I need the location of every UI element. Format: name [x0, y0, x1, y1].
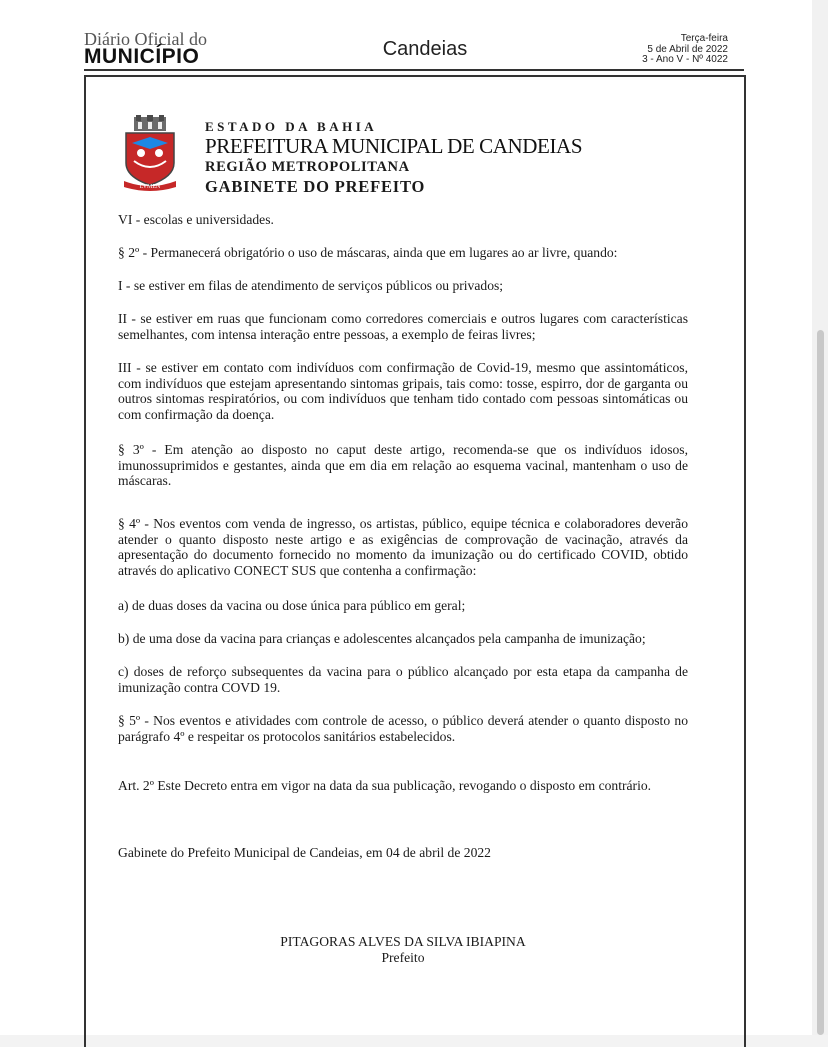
masthead-top-text: Diário Oficial do [84, 29, 207, 49]
header-rule [84, 69, 744, 71]
paragraph-section-2: § 2º - Permanecerá obrigatório o uso de máscaras, ainda que em lugares ao ar livre, quando: [118, 245, 618, 260]
header-date: 5 de Abril de 2022 [647, 43, 728, 55]
paragraph-item-c: c) doses de reforço subsequentes da vacina para o público alcançado por esta etapa da campanha de imunização contra COVD 19. [118, 664, 688, 695]
paragraph-closing: Gabinete do Prefeito Municipal de Candeias, em 04 de abril de 2022 [118, 845, 491, 860]
masthead-bottom-text: MUNICÍPIO [84, 45, 200, 68]
letterhead-state: ESTADO DA BAHIA [205, 119, 378, 134]
crest-motto: LVMEN [139, 184, 161, 190]
paragraph-section-5: § 5º - Nos eventos e atividades com controle de acesso, o público deverá atender o quanto disposto no parágrafo 4º e respeitar os protocolos sanitários estabelecidos. [118, 713, 688, 744]
paragraph-item-ii: II - se estiver em ruas que funcionam como corredores comerciais e outros lugares com características semelhantes, com intensa interação entre pessoas, a exemplo de feiras livres; [118, 311, 688, 342]
header-weekday: Terça-feira [680, 33, 728, 44]
paragraph-article-2: Art. 2º Este Decreto entra em vigor na data da sua publicação, revogando o disposto em contrário. [118, 778, 652, 793]
coat-of-arms-icon [120, 115, 180, 193]
letterhead-region: REGIÃO METROPOLITANA [205, 159, 410, 175]
letterhead-prefecture: PREFEITURA MUNICIPAL DE CANDEIAS [205, 134, 583, 158]
signature-title: Prefeito [381, 950, 425, 965]
paragraph-item-a: a) de duas doses da vacina ou dose única para público em geral; [118, 598, 466, 613]
letterhead-office: GABINETE DO PREFEITO [205, 177, 426, 196]
header-edition-info [642, 34, 728, 66]
paragraph-item-vi: VI - escolas e universidades. [118, 212, 274, 227]
masthead-logo [84, 29, 214, 69]
header-city: Candeias [382, 38, 468, 60]
header-edition-number: 3 - Ano V - Nº 4022 [642, 54, 728, 65]
paragraph-item-b: b) de uma dose da vacina para crianças e adolescentes alcançados pela campanha de imunização; [118, 631, 646, 646]
scrollbar-thumb[interactable] [817, 330, 824, 1035]
paragraph-section-4: § 4º - Nos eventos com venda de ingresso, os artistas, público, equipe técnica e colaboradores deverão atender o quanto disposto neste artigo e as exigências de comprovação de vacinação, através da apresentação do documento fornecido no momento da imunização ou do certificado COVID, obtido através do aplicativo CONECT SUS que contenha a confirmação: [118, 516, 688, 578]
paragraph-item-iii: III - se estiver em contato com indivíduos com confirmação de Covid-19, mesmo que assintomáticos, com indivíduos que estejam apresentando sintomas gripais, tais como: tosse, espirro, dor de garganta ou outros sintomas respiratórios, ou com indivíduos que tenham tido contado com pessoas sintomáticas ou com confirmação da doença. [118, 360, 688, 422]
signature-name: PITAGORAS ALVES DA SILVA IBIAPINA [280, 934, 526, 949]
paragraph-section-3: § 3º - Em atenção ao disposto no caput deste artigo, recomenda-se que os indivíduos idosos, imunossuprimidos e gestantes, ainda que em dia em relação ao esquema vacinal, mantenham o uso de máscaras. [118, 442, 688, 488]
paragraph-item-i: I - se estiver em filas de atendimento de serviços públicos ou privados; [118, 278, 504, 293]
scrollbar-track[interactable] [812, 0, 828, 1035]
